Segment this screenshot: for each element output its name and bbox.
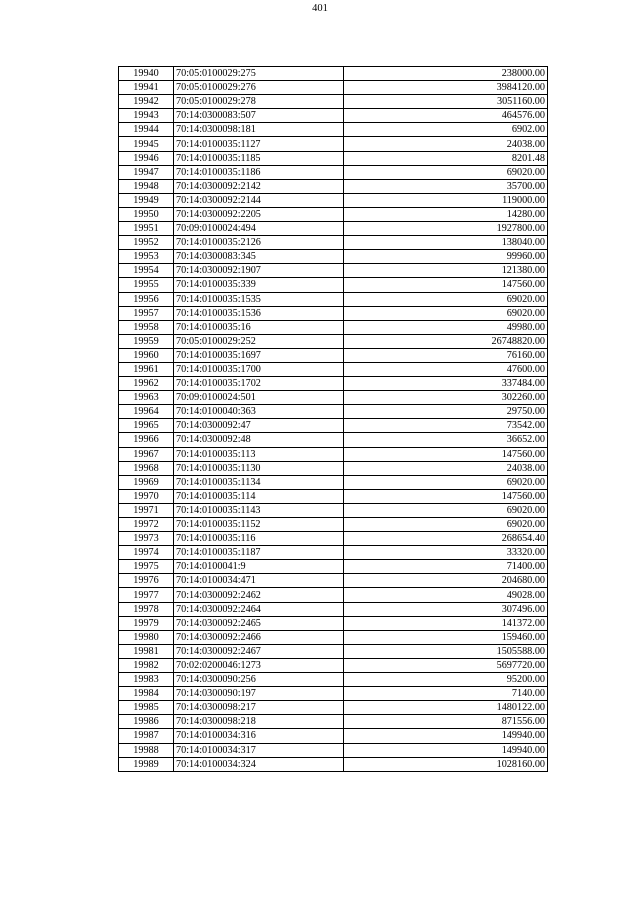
cadastral-number-cell: 70:05:0100029:278 xyxy=(174,95,344,109)
value-cell: 29750.00 xyxy=(344,405,548,419)
table-row xyxy=(119,81,548,95)
cadastral-number-cell: 70:14:0100035:1535 xyxy=(174,292,344,306)
cadastral-number-cell: 70:14:0100034:324 xyxy=(174,757,344,771)
row-number-cell: 19955 xyxy=(119,278,174,292)
row-number-cell: 19960 xyxy=(119,348,174,362)
row-number-cell: 19952 xyxy=(119,236,174,250)
row-number-cell: 19961 xyxy=(119,362,174,376)
row-number-cell: 19947 xyxy=(119,165,174,179)
cadastral-number-cell: 70:14:0300092:2464 xyxy=(174,602,344,616)
cadastral-number-cell: 70:09:0100024:501 xyxy=(174,391,344,405)
cadastral-number-cell: 70:14:0100035:1536 xyxy=(174,306,344,320)
value-cell: 69020.00 xyxy=(344,165,548,179)
value-cell: 6902.00 xyxy=(344,123,548,137)
value-cell: 138040.00 xyxy=(344,236,548,250)
cadastral-number-cell: 70:14:0300098:181 xyxy=(174,123,344,137)
table-row xyxy=(119,334,548,348)
table-row xyxy=(119,757,548,771)
cadastral-number-cell: 70:02:0200046:1273 xyxy=(174,658,344,672)
cadastral-number-cell: 70:05:0100029:275 xyxy=(174,67,344,81)
row-number-cell: 19978 xyxy=(119,602,174,616)
cadastral-number-cell: 70:14:0300092:2467 xyxy=(174,644,344,658)
cadastral-number-cell: 70:14:0100035:1187 xyxy=(174,546,344,560)
value-cell: 36652.00 xyxy=(344,433,548,447)
cadastral-number-cell: 70:14:0100035:2126 xyxy=(174,236,344,250)
table-row xyxy=(119,616,548,630)
cadastral-number-cell: 70:09:0100024:494 xyxy=(174,222,344,236)
row-number-cell: 19973 xyxy=(119,532,174,546)
table-row xyxy=(119,278,548,292)
cadastral-number-cell: 70:14:0300092:2144 xyxy=(174,193,344,207)
table-row xyxy=(119,447,548,461)
table-row xyxy=(119,532,548,546)
cadastral-number-cell: 70:14:0300092:47 xyxy=(174,419,344,433)
value-cell: 268654.40 xyxy=(344,532,548,546)
value-cell: 8201.48 xyxy=(344,151,548,165)
cadastral-number-cell: 70:14:0100034:471 xyxy=(174,574,344,588)
row-number-cell: 19948 xyxy=(119,179,174,193)
row-number-cell: 19968 xyxy=(119,461,174,475)
row-number-cell: 19954 xyxy=(119,264,174,278)
table-row xyxy=(119,701,548,715)
cadastral-number-cell: 70:14:0100035:116 xyxy=(174,532,344,546)
row-number-cell: 19956 xyxy=(119,292,174,306)
table-row xyxy=(119,588,548,602)
cadastral-number-cell: 70:14:0300092:1907 xyxy=(174,264,344,278)
table-row xyxy=(119,250,548,264)
cadastral-number-cell: 70:14:0300092:2462 xyxy=(174,588,344,602)
row-number-cell: 19965 xyxy=(119,419,174,433)
table-row xyxy=(119,630,548,644)
row-number-cell: 19945 xyxy=(119,137,174,151)
row-number-cell: 19942 xyxy=(119,95,174,109)
table-row xyxy=(119,419,548,433)
value-cell: 147560.00 xyxy=(344,447,548,461)
value-cell: 1505588.00 xyxy=(344,644,548,658)
value-cell: 1927800.00 xyxy=(344,222,548,236)
row-number-cell: 19977 xyxy=(119,588,174,602)
value-cell: 147560.00 xyxy=(344,489,548,503)
cadastral-number-cell: 70:14:0100034:317 xyxy=(174,743,344,757)
row-number-cell: 19950 xyxy=(119,207,174,221)
cadastral-number-cell: 70:14:0100035:1143 xyxy=(174,503,344,517)
table-row xyxy=(119,207,548,221)
value-cell: 302260.00 xyxy=(344,391,548,405)
value-cell: 69020.00 xyxy=(344,475,548,489)
cadastral-number-cell: 70:14:0100035:1697 xyxy=(174,348,344,362)
value-cell: 121380.00 xyxy=(344,264,548,278)
row-number-cell: 19962 xyxy=(119,377,174,391)
value-cell: 49028.00 xyxy=(344,588,548,602)
table-row xyxy=(119,518,548,532)
value-cell: 73542.00 xyxy=(344,419,548,433)
cadastral-number-cell: 70:05:0100029:252 xyxy=(174,334,344,348)
value-cell: 24038.00 xyxy=(344,137,548,151)
value-cell: 24038.00 xyxy=(344,461,548,475)
value-cell: 204680.00 xyxy=(344,574,548,588)
table-row xyxy=(119,743,548,757)
value-cell: 149940.00 xyxy=(344,743,548,757)
table-row xyxy=(119,687,548,701)
table-row xyxy=(119,729,548,743)
table-row xyxy=(119,179,548,193)
row-number-cell: 19946 xyxy=(119,151,174,165)
value-cell: 26748820.00 xyxy=(344,334,548,348)
cadastral-number-cell: 70:14:0100035:1134 xyxy=(174,475,344,489)
table-row xyxy=(119,123,548,137)
table-row xyxy=(119,151,548,165)
cadastral-number-cell: 70:14:0300092:2466 xyxy=(174,630,344,644)
table-row xyxy=(119,109,548,123)
cadastral-number-cell: 70:14:0300090:256 xyxy=(174,673,344,687)
table-row xyxy=(119,433,548,447)
table-row xyxy=(119,306,548,320)
value-cell: 71400.00 xyxy=(344,560,548,574)
cadastral-number-cell: 70:14:0100035:113 xyxy=(174,447,344,461)
value-cell: 119000.00 xyxy=(344,193,548,207)
cadastral-number-cell: 70:14:0100035:339 xyxy=(174,278,344,292)
cadastral-number-cell: 70:05:0100029:276 xyxy=(174,81,344,95)
cadastral-number-cell: 70:14:0300098:217 xyxy=(174,701,344,715)
value-cell: 14280.00 xyxy=(344,207,548,221)
row-number-cell: 19963 xyxy=(119,391,174,405)
value-cell: 76160.00 xyxy=(344,348,548,362)
row-number-cell: 19944 xyxy=(119,123,174,137)
table-row xyxy=(119,715,548,729)
table-row xyxy=(119,348,548,362)
table-row xyxy=(119,475,548,489)
table-row xyxy=(119,574,548,588)
table-row xyxy=(119,644,548,658)
table-row xyxy=(119,377,548,391)
row-number-cell: 19970 xyxy=(119,489,174,503)
row-number-cell: 19983 xyxy=(119,673,174,687)
cadastral-number-cell: 70:14:0300092:2205 xyxy=(174,207,344,221)
value-cell: 1028160.00 xyxy=(344,757,548,771)
table-row xyxy=(119,95,548,109)
value-cell: 69020.00 xyxy=(344,292,548,306)
value-cell: 1480122.00 xyxy=(344,701,548,715)
row-number-cell: 19987 xyxy=(119,729,174,743)
row-number-cell: 19959 xyxy=(119,334,174,348)
value-cell: 33320.00 xyxy=(344,546,548,560)
value-cell: 147560.00 xyxy=(344,278,548,292)
table-row xyxy=(119,362,548,376)
cadastral-number-cell: 70:14:0100035:1700 xyxy=(174,362,344,376)
value-cell: 238000.00 xyxy=(344,67,548,81)
cadastral-number-cell: 70:14:0300083:507 xyxy=(174,109,344,123)
value-cell: 69020.00 xyxy=(344,503,548,517)
value-cell: 464576.00 xyxy=(344,109,548,123)
value-cell: 871556.00 xyxy=(344,715,548,729)
table-row xyxy=(119,461,548,475)
row-number-cell: 19981 xyxy=(119,644,174,658)
row-number-cell: 19951 xyxy=(119,222,174,236)
row-number-cell: 19953 xyxy=(119,250,174,264)
table-row xyxy=(119,67,548,81)
cadastral-number-cell: 70:14:0100035:16 xyxy=(174,320,344,334)
table-row xyxy=(119,658,548,672)
table-row xyxy=(119,489,548,503)
row-number-cell: 19985 xyxy=(119,701,174,715)
table-row xyxy=(119,193,548,207)
row-number-cell: 19966 xyxy=(119,433,174,447)
value-cell: 49980.00 xyxy=(344,320,548,334)
cadastral-number-cell: 70:14:0100035:1130 xyxy=(174,461,344,475)
value-cell: 99960.00 xyxy=(344,250,548,264)
table-row xyxy=(119,236,548,250)
row-number-cell: 19967 xyxy=(119,447,174,461)
row-number-cell: 19941 xyxy=(119,81,174,95)
value-cell: 337484.00 xyxy=(344,377,548,391)
row-number-cell: 19972 xyxy=(119,518,174,532)
value-cell: 3984120.00 xyxy=(344,81,548,95)
row-number-cell: 19988 xyxy=(119,743,174,757)
table-row xyxy=(119,405,548,419)
cadastral-value-table xyxy=(118,66,548,772)
value-cell: 35700.00 xyxy=(344,179,548,193)
value-cell: 7140.00 xyxy=(344,687,548,701)
value-cell: 5697720.00 xyxy=(344,658,548,672)
cadastral-number-cell: 70:14:0100035:114 xyxy=(174,489,344,503)
value-cell: 149940.00 xyxy=(344,729,548,743)
cadastral-number-cell: 70:14:0100035:1127 xyxy=(174,137,344,151)
cadastral-number-cell: 70:14:0100041:9 xyxy=(174,560,344,574)
table-body xyxy=(119,67,548,772)
row-number-cell: 19943 xyxy=(119,109,174,123)
table-row xyxy=(119,222,548,236)
cadastral-number-cell: 70:14:0300083:345 xyxy=(174,250,344,264)
row-number-cell: 19989 xyxy=(119,757,174,771)
row-number-cell: 19976 xyxy=(119,574,174,588)
value-cell: 47600.00 xyxy=(344,362,548,376)
value-cell: 69020.00 xyxy=(344,306,548,320)
table-row xyxy=(119,292,548,306)
value-cell: 141372.00 xyxy=(344,616,548,630)
row-number-cell: 19971 xyxy=(119,503,174,517)
row-number-cell: 19964 xyxy=(119,405,174,419)
cadastral-number-cell: 70:14:0100035:1152 xyxy=(174,518,344,532)
row-number-cell: 19980 xyxy=(119,630,174,644)
table-row xyxy=(119,264,548,278)
table-row xyxy=(119,560,548,574)
table-row xyxy=(119,391,548,405)
cadastral-number-cell: 70:14:0300092:2465 xyxy=(174,616,344,630)
table-row xyxy=(119,602,548,616)
row-number-cell: 19984 xyxy=(119,687,174,701)
value-cell: 159460.00 xyxy=(344,630,548,644)
cadastral-number-cell: 70:14:0300092:2142 xyxy=(174,179,344,193)
cadastral-number-cell: 70:14:0100040:363 xyxy=(174,405,344,419)
cadastral-number-cell: 70:14:0300092:48 xyxy=(174,433,344,447)
table-row xyxy=(119,546,548,560)
value-cell: 307496.00 xyxy=(344,602,548,616)
row-number-cell: 19940 xyxy=(119,67,174,81)
row-number-cell: 19979 xyxy=(119,616,174,630)
cadastral-number-cell: 70:14:0300098:218 xyxy=(174,715,344,729)
page-number: 401 xyxy=(312,3,328,14)
row-number-cell: 19982 xyxy=(119,658,174,672)
value-cell: 95200.00 xyxy=(344,673,548,687)
row-number-cell: 19974 xyxy=(119,546,174,560)
row-number-cell: 19958 xyxy=(119,320,174,334)
value-cell: 69020.00 xyxy=(344,518,548,532)
row-number-cell: 19975 xyxy=(119,560,174,574)
row-number-cell: 19957 xyxy=(119,306,174,320)
row-number-cell: 19949 xyxy=(119,193,174,207)
table-row xyxy=(119,320,548,334)
table-row xyxy=(119,503,548,517)
cadastral-number-cell: 70:14:0100035:1185 xyxy=(174,151,344,165)
table-row xyxy=(119,673,548,687)
value-cell: 3051160.00 xyxy=(344,95,548,109)
table-row xyxy=(119,137,548,151)
row-number-cell: 19986 xyxy=(119,715,174,729)
cadastral-number-cell: 70:14:0100035:1702 xyxy=(174,377,344,391)
row-number-cell: 19969 xyxy=(119,475,174,489)
cadastral-number-cell: 70:14:0300090:197 xyxy=(174,687,344,701)
cadastral-number-cell: 70:14:0100035:1186 xyxy=(174,165,344,179)
cadastral-number-cell: 70:14:0100034:316 xyxy=(174,729,344,743)
table-row xyxy=(119,165,548,179)
